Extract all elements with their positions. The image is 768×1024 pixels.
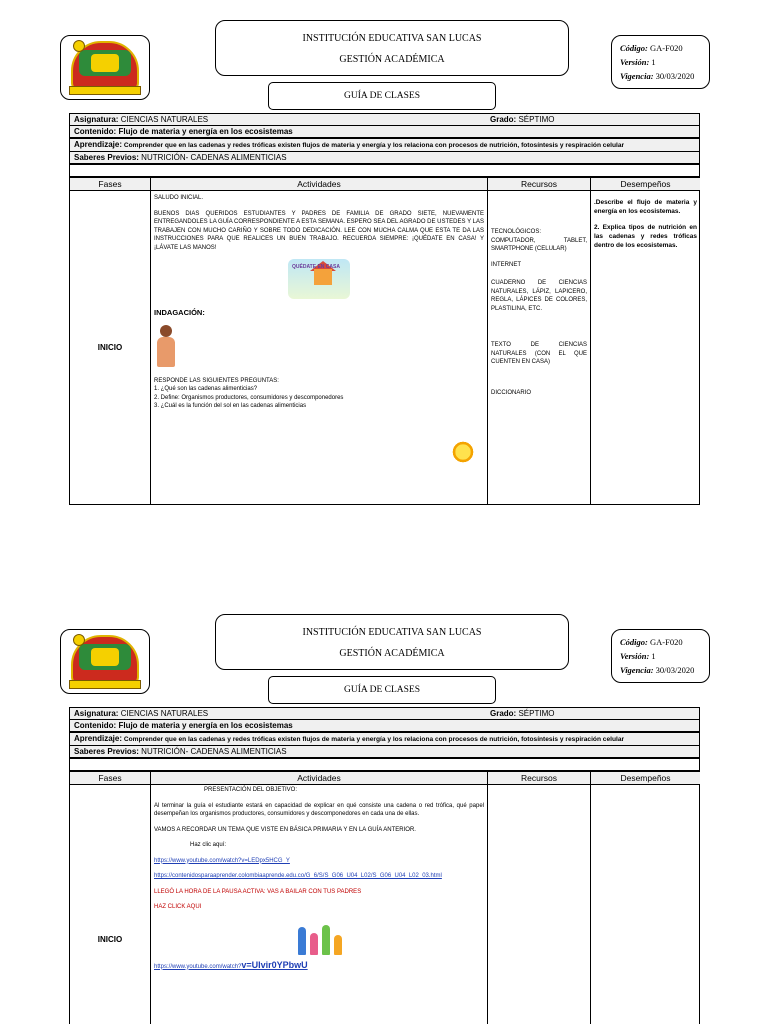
resources-cell	[488, 192, 590, 504]
subject-value: CIENCIAS NATURALES	[120, 709, 209, 718]
resource-tech: TECNOLÓGICOS: COMPUTADOR, TABLET, SMARTPHONE (CELULAR)	[491, 229, 587, 252]
activities-header: Actividades	[151, 178, 487, 191]
learning-row	[69, 732, 700, 746]
resource-internet: INTERNET	[491, 261, 521, 268]
activities-table	[69, 177, 700, 505]
content-row	[69, 719, 700, 732]
grade-value: SÉPTIMO	[518, 115, 555, 124]
youtube-link-1[interactable]: https://www.youtube.com/watch?v=LEDpx5HCG_Y	[154, 857, 290, 864]
student-thinking-image	[154, 325, 178, 369]
spacer-row	[69, 164, 700, 177]
questions-title: RESPONDE LAS SIGUIENTES PREGUNTAS:	[154, 377, 279, 384]
content-value: Flujo de materia y energía en los ecosistemas	[118, 721, 293, 730]
stay-home-image-text: QUÉDATE EN CASA	[292, 264, 340, 270]
version-label: Versión:	[620, 651, 650, 661]
objective-title: PRESENTACIÓN DEL OBJETIVO:	[204, 787, 298, 793]
resource-dictionary: DICCIONARIO	[491, 389, 532, 396]
learning-value: Comprender que en las cadenas y redes tróficas existen flujos de materia y energía y los relaciona con procesos de nutrición, fotosíntesis y respiración celular	[123, 142, 625, 149]
validity-label: Vigencia:	[620, 71, 654, 81]
activities-column	[151, 178, 488, 504]
resources-column	[488, 178, 591, 504]
performance-2: 2. Explica tipos de nutrición en las cadenas y redes tróficas dentro de los ecosistemas.	[594, 224, 697, 249]
click-here-label: Haz clic aquí:	[190, 842, 227, 848]
youtube-link-3-suffix[interactable]: v=UIvir0YPbwU	[241, 959, 308, 970]
prior-knowledge-row	[69, 745, 700, 758]
resources-header: Recursos	[488, 772, 590, 785]
institution-name: INSTITUCIÓN EDUCATIVA SAN LUCAS	[302, 33, 482, 44]
validity-value: 30/03/2020	[655, 665, 695, 675]
institution-name: INSTITUCIÓN EDUCATIVA SAN LUCAS	[302, 627, 482, 638]
phase-label: INICIO	[97, 935, 123, 944]
learning-value: Comprender que en las cadenas y redes tróficas existen flujos de materia y energía y los relaciona con procesos de nutrición, fotosíntesis y respiración celular	[123, 736, 625, 743]
subject-label: Asignatura:	[74, 709, 119, 718]
colombia-aprende-link[interactable]: https://contenidosparaaprender.colombiaaprende.edu.co/G_6/S/S_G06_U04_L02/S_G06_U04_L02_03.html	[154, 873, 442, 879]
department-name: GESTIÓN ACADÉMICA	[339, 54, 445, 65]
phases-header: Fases	[70, 772, 150, 785]
version-value: 1	[651, 651, 656, 661]
institution-header	[215, 614, 569, 670]
activities-table	[69, 771, 700, 1024]
resources-column	[488, 772, 591, 1024]
youtube-link-3-prefix[interactable]: https://www.youtube.com/watch?	[154, 963, 242, 970]
school-logo	[60, 35, 150, 100]
performance-1: .Describe el flujo de materia y energía en los ecosistemas.	[594, 199, 697, 215]
subject-value: CIENCIAS NATURALES	[120, 115, 209, 124]
grade-label: Grado:	[490, 709, 517, 718]
subject-label: Asignatura:	[74, 115, 119, 124]
active-pause-text: LLEGÓ LA HORA DE LA PAUSA ACTIVA: VAS A BAILAR CON TUS PADRES	[154, 888, 362, 895]
institution-header	[215, 20, 569, 76]
guide-title: GUÍA DE CLASES	[268, 676, 496, 704]
version-label: Versión:	[620, 57, 650, 67]
objective-text: Al terminar la guía el estudiante estará en capacidad de explicar en qué consiste una cadena o red trófica, qué papel desempeñan los organismos productores, consumidores y descomponedores en cada una de ellas.	[154, 802, 484, 817]
guide-page-2	[0, 594, 768, 1024]
learning-label: Aprendizaje:	[74, 734, 123, 743]
dancing-family-image	[294, 919, 344, 955]
validity-value: 30/03/2020	[655, 71, 695, 81]
performance-header: Desempeños	[591, 178, 700, 191]
document-control-box	[611, 35, 710, 89]
school-logo	[60, 629, 150, 694]
question-3: 3. ¿Cuál es la función del sol en las cadenas alimenticias	[154, 403, 307, 409]
learning-row	[69, 138, 700, 152]
performance-column	[591, 178, 700, 504]
phase-label: INICIO	[97, 343, 123, 352]
greeting: SALUDO INICIAL.	[154, 195, 204, 201]
prior-knowledge-row	[69, 151, 700, 164]
document-control-box	[611, 629, 710, 683]
code-value: GA-F020	[650, 43, 683, 53]
grade-value: SÉPTIMO	[518, 709, 555, 718]
welcome-text: BUENOS DIAS QUERIDOS ESTUDIANTES Y PADRES DE FAMILIA DE GRADO SIETE, NUEVAMENTE ENTREGANDOLES LA GUÍA CORRESPONDIENTE A ESTA SEMANA. ESPERO SEA DEL AGRADO DE USTEDES Y LAS TRABAJEN CON MUCHO CARIÑO Y SOBRE TODO DEDICACIÓN. LEE CON MUCHA CALMA QUE ESTA TE DA LAS INSTRUCCIONES PARA QUE REALICES UN BUEN TRABAJO. RECUERDA SIEMPRE: ¡QUÉDATE EN CASA! Y ¡LÁVATE LAS MANOS!	[154, 210, 484, 251]
activities-cell	[151, 192, 487, 504]
prior-value: NUTRICIÓN- CADENAS ALIMENTICIAS	[141, 153, 287, 162]
activities-header: Actividades	[151, 772, 487, 785]
content-label: Contenido:	[74, 127, 117, 136]
resource-materials: CUADERNO DE CIENCIAS NATURALES, LÁPIZ, LAPICERO, REGLA, LÁPICES DE COLORES, PLASTILINA, ETC.	[491, 280, 587, 312]
code-value: GA-F020	[650, 637, 683, 647]
learning-label: Aprendizaje:	[74, 140, 123, 149]
version-value: 1	[651, 57, 656, 67]
resource-textbook: TEXTO DE CIENCIAS NATURALES (CON EL QUE CUENTEN EN CASA)	[491, 342, 587, 365]
question-2: 2. Define: Organismos productores, consumidores y descomponedores	[154, 394, 344, 401]
prior-label: Saberes Previos:	[74, 153, 139, 162]
inquiry-title: INDAGACIÓN:	[154, 308, 205, 317]
activities-column	[151, 772, 488, 1024]
click-here-caps[interactable]: HAZ CLICK AQUI	[154, 904, 202, 910]
recall-text: VAMOS A RECORDAR UN TEMA QUE VISTE EN BÁSICA PRIMARIA Y EN LA GUÍA ANTERIOR.	[154, 826, 416, 833]
grade-label: Grado:	[490, 115, 517, 124]
activities-cell	[151, 786, 487, 1024]
phases-column	[70, 178, 151, 504]
prior-label: Saberes Previos:	[74, 747, 139, 756]
sun-image	[451, 440, 475, 464]
performance-cell	[591, 192, 700, 504]
spacer-row	[69, 758, 700, 771]
department-name: GESTIÓN ACADÉMICA	[339, 648, 445, 659]
code-label: Código:	[620, 637, 648, 647]
stay-home-image	[288, 259, 350, 299]
phases-column	[70, 772, 151, 1024]
question-1: 1. ¿Qué son las cadenas alimenticias?	[154, 386, 258, 392]
prior-value: NUTRICIÓN- CADENAS ALIMENTICIAS	[141, 747, 287, 756]
performance-header: Desempeños	[591, 772, 700, 785]
content-label: Contenido:	[74, 721, 117, 730]
youtube-link-3[interactable]	[154, 961, 484, 972]
code-label: Código:	[620, 43, 648, 53]
guide-title: GUÍA DE CLASES	[268, 82, 496, 110]
performance-column	[591, 772, 700, 1024]
content-row	[69, 125, 700, 138]
content-value: Flujo de materia y energía en los ecosistemas	[118, 127, 293, 136]
validity-label: Vigencia:	[620, 665, 654, 675]
phases-header: Fases	[70, 178, 150, 191]
resources-header: Recursos	[488, 178, 590, 191]
